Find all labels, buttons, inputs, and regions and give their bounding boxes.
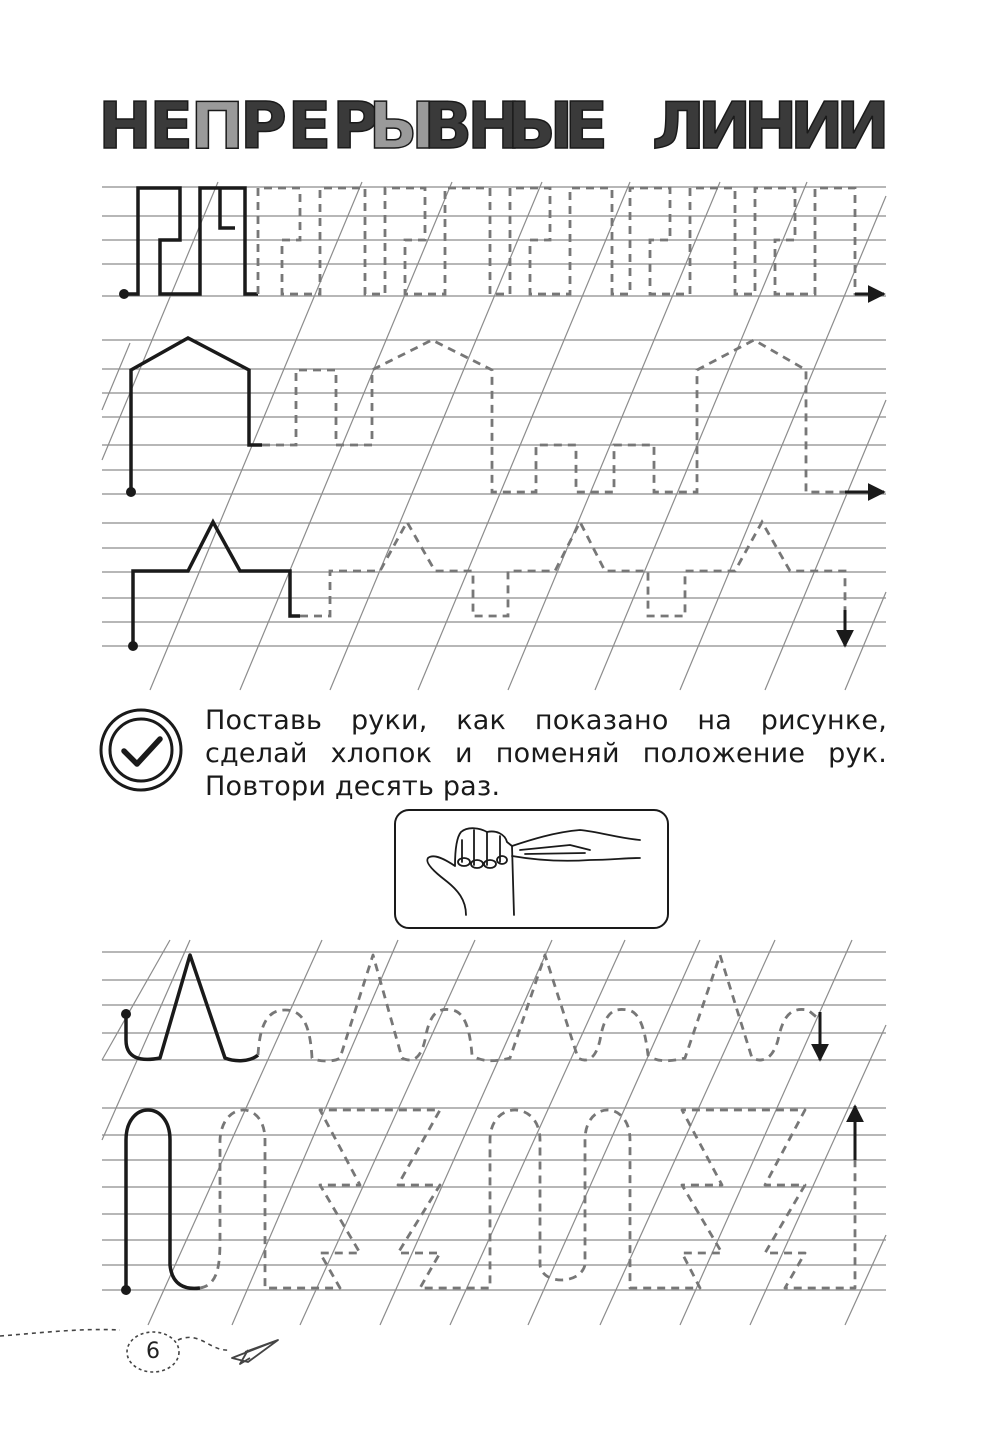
solid-pattern-5 [126, 1110, 200, 1290]
instruction-text: Поставь руки, как показано на рисунке, сделай хлопок и поменяй положение рук. Повтори десять раз. [205, 705, 887, 802]
title-letter: И [836, 90, 890, 164]
title-letter: Н [98, 90, 152, 164]
start-dot [121, 1009, 131, 1019]
title-letter: Р [332, 90, 380, 164]
solid-pattern-4 [126, 955, 258, 1061]
title-letter: В [423, 90, 473, 164]
page-number: 6 [146, 1339, 160, 1364]
exercise-row-1 [119, 188, 884, 299]
exercise-row-4 [121, 955, 820, 1061]
dashed-pattern-5 [200, 1110, 855, 1288]
title-letter: Ы [506, 90, 574, 164]
slant-guides-top [102, 182, 886, 690]
start-dot [126, 487, 136, 497]
dashed-pattern-1 [258, 188, 870, 294]
title-letter: Е [149, 90, 194, 164]
start-dot [119, 289, 129, 299]
title-letter: И [790, 90, 844, 164]
hands-illustration [395, 810, 668, 928]
check-circle-icon [101, 710, 181, 790]
start-dot [121, 1285, 131, 1295]
ruling-block-2 [102, 340, 886, 494]
ruling-block-3 [102, 523, 886, 646]
title-letter: Л [651, 90, 706, 164]
dashed-pattern-2 [262, 340, 850, 492]
title-letter: Е [564, 90, 609, 164]
title-letter: И [697, 90, 752, 164]
dashed-pattern-4 [258, 955, 820, 1061]
title-letter: Н [467, 90, 521, 164]
start-dot [128, 641, 138, 651]
solid-pattern-3 [133, 522, 300, 646]
exercise-row-3 [128, 522, 845, 651]
title-letter: Ы [368, 90, 435, 164]
title-letter: Р [239, 90, 287, 164]
title-letter: Е [287, 90, 332, 164]
title-letter: Н [743, 90, 798, 164]
slant-guides-bottom [102, 940, 886, 1325]
title-letter: П [190, 90, 245, 164]
solid-pattern-1 [124, 188, 258, 294]
paper-plane-icon [232, 1340, 278, 1364]
